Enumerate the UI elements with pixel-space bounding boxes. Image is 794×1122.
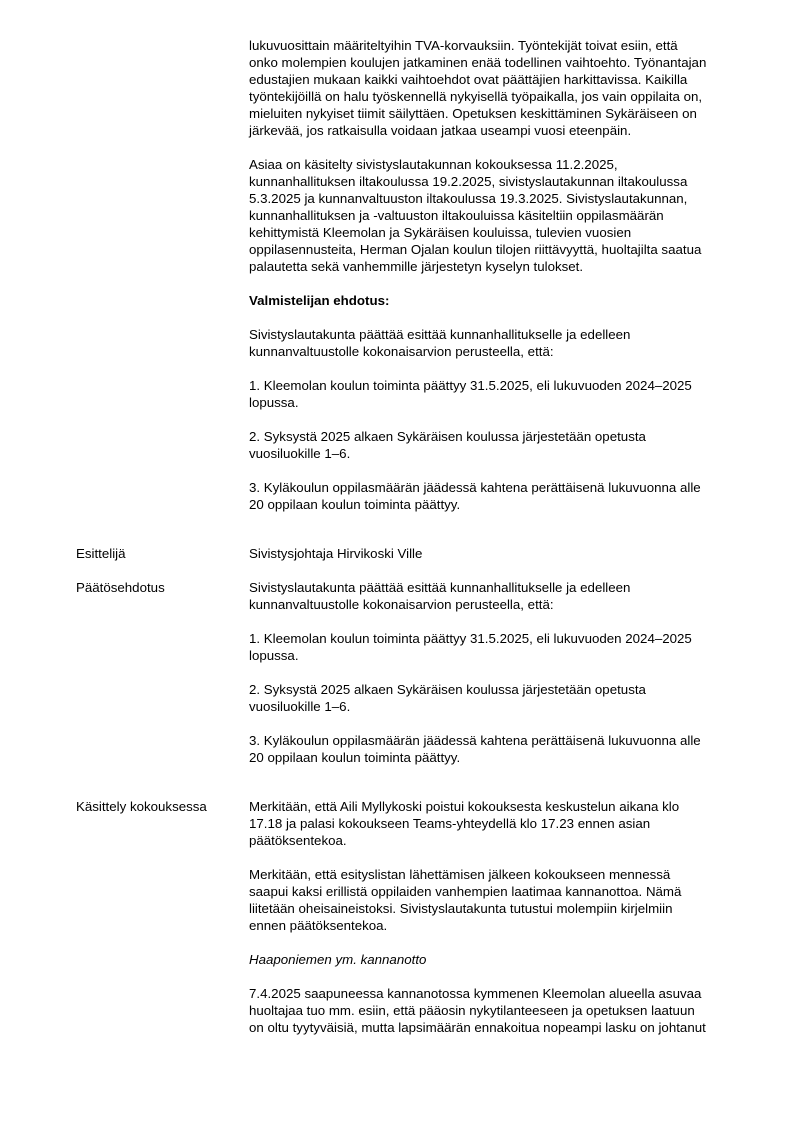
text-line: 5.3.2025 ja kunnanvaltuuston iltakoulussa 19.3.2025. Sivistyslautakunnan,	[249, 191, 688, 206]
proposal-intro	[249, 326, 757, 360]
text-line: Asiaa on käsitelty sivistyslautakunnan kokouksessa 11.2.2025,	[249, 157, 618, 172]
text-line: 1. Kleemolan koulun toiminta päättyy 31.5.2025, eli lukuvuoden 2024–2025	[249, 631, 692, 646]
text-line: mieluiten nykyiset tiimit säilyttäen. Opetuksen keskittäminen Sykäräiseen on	[249, 106, 697, 121]
text-line: oppilasennusteita, Herman Ojalan koulun tilojen riittävyyttä, huoltajilta saatua	[249, 242, 702, 257]
text-line: 17.18 ja palasi kokoukseen Teams-yhteydellä klo 17.23 ennen asian	[249, 816, 651, 831]
text-line: kunnanhallituksen ja -valtuuston iltakouluissa käsiteltiin oppilasmäärän	[249, 208, 664, 223]
text-line: palautetta sekä vanhemmille järjestetyn kyselyn tulokset.	[249, 259, 584, 274]
presenter-label: Esittelijä	[76, 546, 126, 561]
text-line: onko molempien koulujen jatkaminen enää todellinen vaihtoehto. Työnantajan	[249, 55, 707, 70]
proposal-item-1	[249, 377, 757, 411]
text-line: 2. Syksystä 2025 alkaen Sykäräisen koulussa järjestetään opetusta	[249, 429, 646, 444]
meeting-paragraph-1	[249, 798, 757, 849]
text-line: 3. Kyläkoulun oppilasmäärän jäädessä kahtena perättäisenä lukuvuonna alle	[249, 480, 701, 495]
text-line: 2. Syksystä 2025 alkaen Sykäräisen koulussa järjestetään opetusta	[249, 682, 646, 697]
intro-section	[249, 37, 757, 530]
text-line: Sivistyslautakunta päättää esittää kunnanhallitukselle ja edelleen	[249, 580, 631, 595]
text-line: lukuvuosittain määriteltyihin TVA-korvauksiin. Työntekijät toivat esiin, että	[249, 38, 678, 53]
text-line: 3. Kyläkoulun oppilasmäärän jäädessä kahtena perättäisenä lukuvuonna alle	[249, 733, 701, 748]
text-line: kunnanhallituksen iltakoulussa 19.2.2025, sivistyslautakunnan iltakoulussa	[249, 174, 688, 189]
text-line: lopussa.	[249, 395, 299, 410]
text-line: 20 oppilaan koulun toiminta päättyy.	[249, 750, 461, 765]
text-line: ennen päätöksentekoa.	[249, 918, 388, 933]
text-line: kehittymistä Kleemolan ja Sykäräisen kouluissa, tulevien vuosien	[249, 225, 632, 240]
decision-proposal-label: Päätösehdotus	[76, 580, 165, 595]
decision-proposal-content	[249, 579, 757, 783]
decision-item-3	[249, 732, 757, 766]
decision-item-1	[249, 630, 757, 664]
meeting-label: Käsittely kokouksessa	[76, 799, 207, 814]
text-line: Sivistyslautakunta päättää esittää kunnanhallitukselle ja edelleen	[249, 327, 631, 342]
text-line: liitetään oheisaineistoksi. Sivistyslautakunta tutustui molempiin kirjelmiin	[249, 901, 673, 916]
text-line: kunnanvaltuustolle kokonaisarvion perusteella, että:	[249, 344, 554, 359]
proposal-item-2	[249, 428, 757, 462]
text-line: Merkitään, että Aili Myllykoski poistui kokouksesta keskustelun aikana klo	[249, 799, 680, 814]
text-line: huoltajaa tuo mm. esiin, että pääosin nykytilanteeseen ja opetuksen laatuun	[249, 1003, 695, 1018]
text-line: järkevää, jos ratkaisulla voidaan jatkaa useampi vuosi eteenpäin.	[249, 123, 632, 138]
presenter-value: Sivistysjohtaja Hirvikoski Ville	[249, 546, 423, 561]
text-line: 20 oppilaan koulun toiminta päättyy.	[249, 497, 461, 512]
text-line: on oltu tyytyväisiä, mutta lapsimäärän ennakoitua nopeampi lasku on johtanut	[249, 1020, 706, 1035]
proposal-item-3	[249, 479, 757, 513]
meeting-content	[249, 798, 757, 1053]
decision-item-2	[249, 681, 757, 715]
decision-intro	[249, 579, 757, 613]
text-line: lopussa.	[249, 648, 299, 663]
text-line: kunnanvaltuustolle kokonaisarvion perusteella, että:	[249, 597, 554, 612]
text-line: päätöksentekoa.	[249, 833, 347, 848]
text-line: 7.4.2025 saapuneessa kannanotossa kymmenen Kleemolan alueella asuvaa	[249, 986, 702, 1001]
intro-paragraph-2	[249, 156, 757, 275]
proposal-heading: Valmistelijan ehdotus:	[249, 293, 390, 308]
meeting-paragraph-3	[249, 985, 757, 1036]
text-line: saapui kaksi erillistä oppilaiden vanhempien laatimaa kannanottoa. Nämä	[249, 884, 682, 899]
text-line: vuosiluokille 1–6.	[249, 699, 351, 714]
text-line: edustajien mukaan kaikki vaihtoehdot ovat päättäjien harkittavissa. Kaikilla	[249, 72, 688, 87]
statement-subheading: Haaponiemen ym. kannanotto	[249, 952, 427, 967]
text-line: työntekijöillä on halu työskennellä nykyisellä työpaikalla, jos vain oppilaita on,	[249, 89, 703, 104]
text-line: 1. Kleemolan koulun toiminta päättyy 31.5.2025, eli lukuvuoden 2024–2025	[249, 378, 692, 393]
text-line: Merkitään, että esityslistan lähettämisen jälkeen kokoukseen mennessä	[249, 867, 671, 882]
text-line: vuosiluokille 1–6.	[249, 446, 351, 461]
meeting-paragraph-2	[249, 866, 757, 934]
intro-paragraph-1	[249, 37, 757, 139]
